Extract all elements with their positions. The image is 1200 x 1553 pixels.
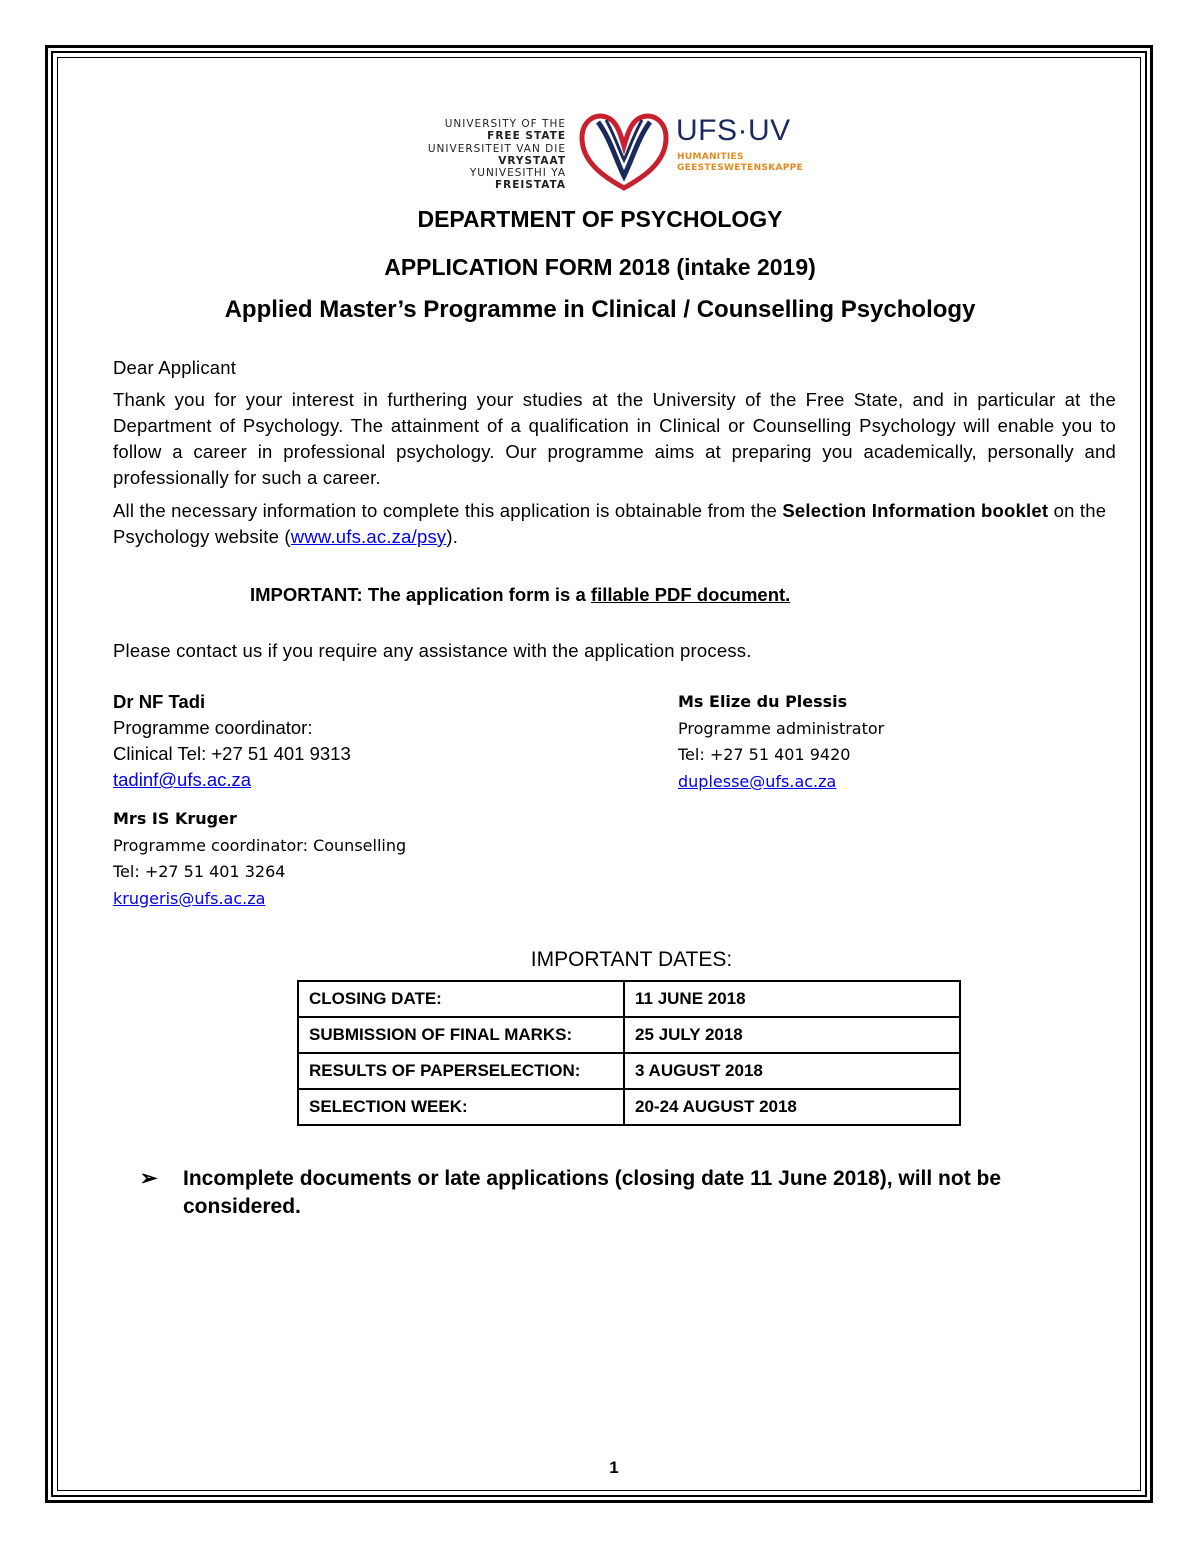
form-title: APPLICATION FORM 2018 (intake 2019) bbox=[384, 254, 816, 280]
contact-plessis bbox=[678, 689, 884, 795]
logo-brand: UFS·UV bbox=[676, 114, 791, 147]
contact-role: Programme coordinator: bbox=[113, 717, 313, 738]
late-application-notice: Incomplete documents or late applications (closing date 11 June 2018), will not be considered. bbox=[183, 1167, 1002, 1218]
psychology-website-link[interactable]: www.ufs.ac.za/psy bbox=[290, 526, 447, 547]
contact-tel: Tel: +27 51 401 3264 bbox=[113, 862, 286, 881]
contact-request: Please contact us if you require any assistance with the application process. bbox=[113, 640, 752, 661]
important-dates-table bbox=[297, 980, 961, 1126]
page-number: 1 bbox=[609, 1458, 619, 1477]
department-title: DEPARTMENT OF PSYCHOLOGY bbox=[417, 206, 783, 232]
table-row: SELECTION WEEK: 20-24 AUGUST 2018 bbox=[298, 1089, 960, 1125]
university-logo bbox=[416, 108, 818, 194]
heart-crest-icon bbox=[576, 108, 672, 194]
contact-role: Programme administrator bbox=[678, 718, 885, 738]
important-dates-title: IMPORTANT DATES: bbox=[530, 948, 733, 971]
table-row: RESULTS OF PAPERSELECTION: 3 AUGUST 2018 bbox=[298, 1053, 960, 1089]
contact-email-link[interactable]: duplesse@ufs.ac.za bbox=[678, 771, 837, 791]
info-paragraph: All the necessary information to complete this application is obtainable from the Selection Information booklet on the Psychology website (www.ufs.ac.za/psy). bbox=[113, 500, 1107, 547]
contact-role: Programme coordinator: Counselling bbox=[113, 835, 407, 855]
logo-wordmark: UNIVERSITY OF THE FREE STATE UNIVERSITEIT VAN DIE VRYSTAAT YUNIVESITHI YA FREISTATA bbox=[427, 118, 566, 192]
salutation: Dear Applicant bbox=[113, 357, 237, 378]
arrow-bullet-icon: ➢ bbox=[140, 1167, 158, 1190]
contact-tel: Clinical Tel: +27 51 401 9313 bbox=[113, 743, 351, 764]
contact-tel: Tel: +27 51 401 9420 bbox=[678, 745, 851, 764]
contact-email-link[interactable]: tadinf@ufs.ac.za bbox=[113, 769, 252, 790]
contact-name: Mrs IS Kruger bbox=[113, 809, 237, 828]
table-row: SUBMISSION OF FINAL MARKS: 25 JULY 2018 bbox=[298, 1017, 960, 1053]
logo-faculty: HUMANITIES GEESTESWETENSKAPPE bbox=[677, 152, 803, 173]
contact-name: Ms Elize du Plessis bbox=[678, 692, 848, 711]
table-row: CLOSING DATE: 11 JUNE 2018 bbox=[298, 981, 960, 1017]
important-note: IMPORTANT: The application form is a fillable PDF document. bbox=[250, 584, 791, 605]
programme-title: Applied Master’s Programme in Clinical / Counselling Psychology bbox=[224, 296, 976, 323]
contact-tadi bbox=[113, 689, 351, 793]
intro-paragraph: Thank you for your interest in furthering your studies at the University of the Free State, and in particular at the Department of Psychology. The attainment of a qualification in Clinical or Counselling Psychology will enable you to follow a career in professional psychology. Our programme aims at preparing you academically, personally and professionally for such a career. bbox=[113, 389, 1116, 488]
contact-email-link[interactable]: krugeris@ufs.ac.za bbox=[113, 888, 266, 908]
contact-name: Dr NF Tadi bbox=[113, 691, 206, 712]
contact-kruger bbox=[113, 806, 406, 912]
